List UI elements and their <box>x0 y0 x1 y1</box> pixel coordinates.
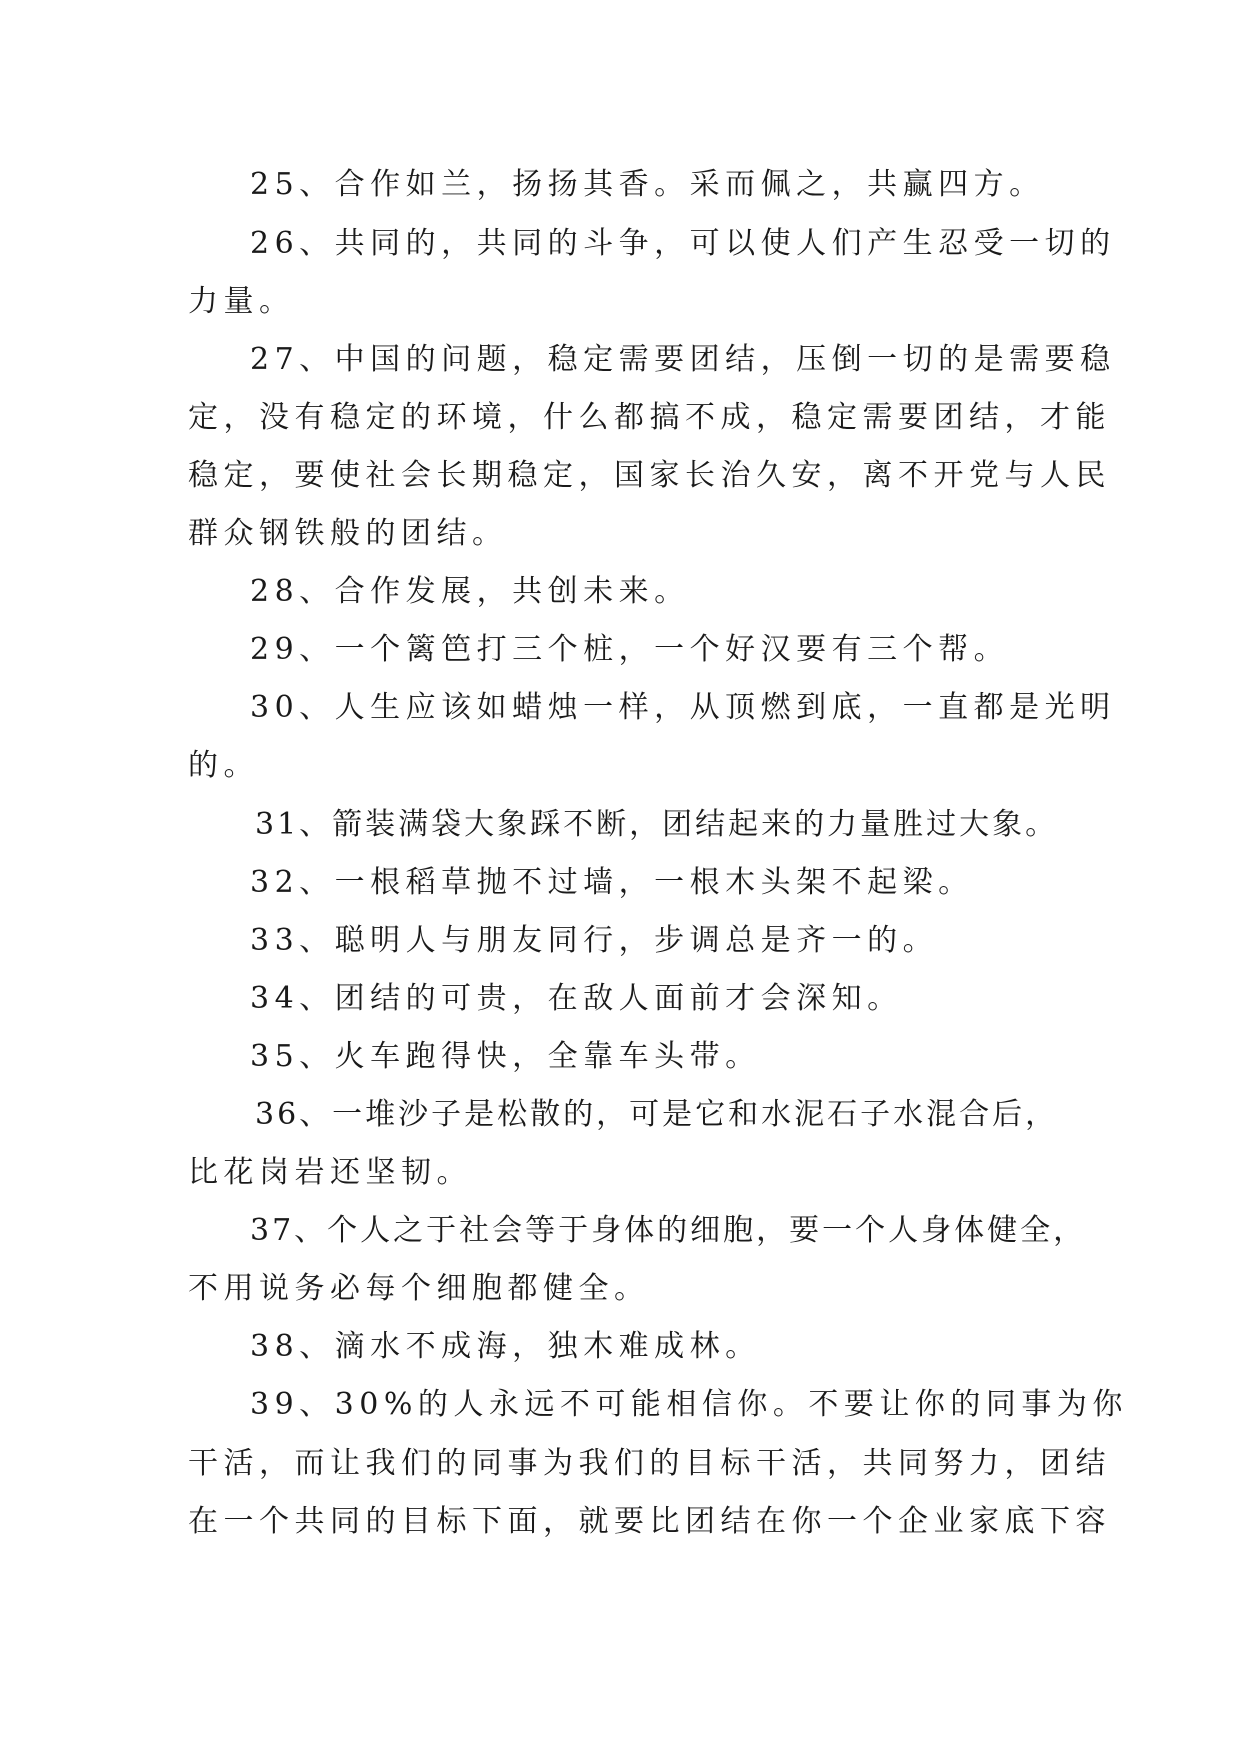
text-line-29: 29、一个篱笆打三个桩，一个好汉要有三个帮。 <box>250 632 1010 667</box>
text-line-30: 30、人生应该如蜡烛一样，从顶燃到底，一直都是光明 <box>250 690 1116 725</box>
text-line-39-cont-2: 在一个共同的目标下面，就要比团结在你一个企业家底下容 <box>188 1504 1111 1539</box>
text-line-36: 36、一堆沙子是松散的，可是它和水泥石子水混合后， <box>255 1097 1059 1132</box>
text-line-37: 37、个人之于社会等于身体的细胞，要一个人身体健全， <box>250 1213 1087 1248</box>
text-line-33: 33、聪明人与朋友同行，步调总是齐一的。 <box>250 923 939 958</box>
text-line-36-cont: 比花岗岩还坚韧。 <box>188 1155 472 1190</box>
text-line-31: 31、箭装满袋大象踩不断，团结起来的力量胜过大象。 <box>255 807 1059 842</box>
text-line-25: 25、合作如兰，扬扬其香。采而佩之，共赢四方。 <box>250 167 1045 202</box>
text-line-28: 28、合作发展，共创未来。 <box>250 574 690 609</box>
text-line-27-cont-2: 稳定，要使社会长期稳定，国家长治久安，离不开党与人民 <box>188 458 1111 493</box>
text-line-27-cont-1: 定，没有稳定的环境，什么都搞不成，稳定需要团结，才能 <box>188 400 1111 435</box>
text-line-30-cont: 的。 <box>188 748 259 783</box>
text-line-39-cont-1: 干活，而让我们的同事为我们的目标干活，共同努力，团结 <box>188 1446 1111 1481</box>
text-line-38: 38、滴水不成海，独木难成林。 <box>250 1329 761 1364</box>
text-line-39: 39、30%的人永远不可能相信你。不要让你的同事为你 <box>250 1387 1128 1422</box>
text-line-26-cont: 力量。 <box>188 284 295 319</box>
text-line-27: 27、中国的问题，稳定需要团结，压倒一切的是需要稳 <box>250 342 1116 377</box>
text-line-35: 35、火车跑得快，全靠车头带。 <box>250 1039 761 1074</box>
text-line-26: 26、共同的，共同的斗争，可以使人们产生忍受一切的 <box>250 226 1116 261</box>
text-line-37-cont: 不用说务必每个细胞都健全。 <box>188 1271 650 1306</box>
text-line-27-cont-3: 群众钢铁般的团结。 <box>188 516 508 551</box>
text-line-32: 32、一根稻草抛不过墙，一根木头架不起梁。 <box>250 865 974 900</box>
text-line-34: 34、团结的可贵，在敌人面前才会深知。 <box>250 981 903 1016</box>
